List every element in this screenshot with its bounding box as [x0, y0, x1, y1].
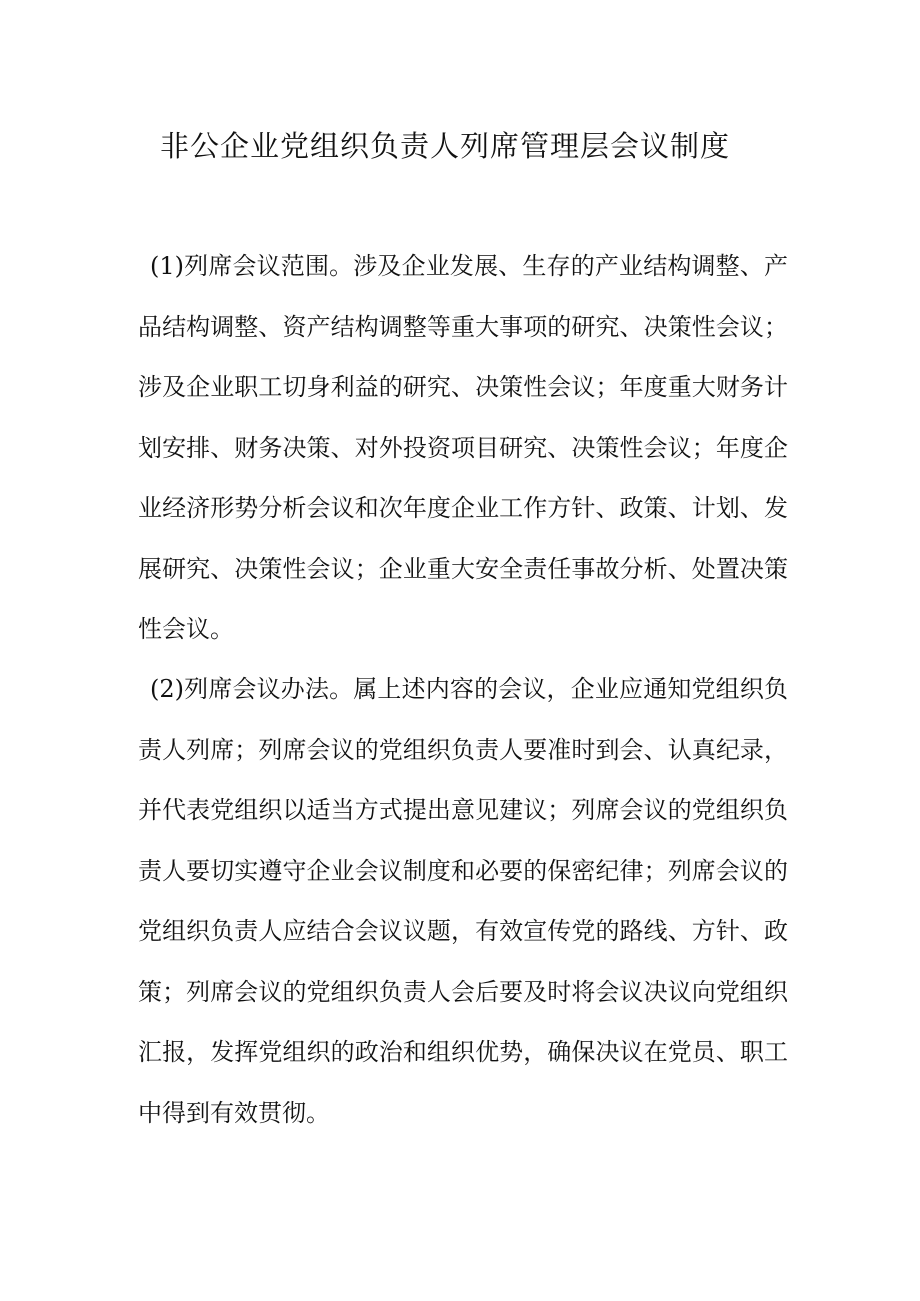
paragraph-attendance-scope: (1)列席会议范围。涉及企业发展、生存的产业结构调整、产品结构调整、资产结构调整等重大事项的研究、决策性会议；涉及企业职工切身利益的研究、决策性会议；年度重大财务计划安排、财务决策、对外投资项目研究、决策性会议；年度企业经济形势分析会议和次年度企业工作方针、政策、计划、发展研究、决策性会议；企业重大安全责任事故分析、处置决策性会议。	[138, 252, 788, 643]
document-title: 非公企业党组织负责人列席管理层会议制度	[159, 129, 730, 163]
paragraph-attendance-method: (2)列席会议办法。属上述内容的会议，企业应通知党组织负责人列席；列席会议的党组织负责人要准时到会、认真纪录，并代表党组织以适当方式提出意见建议；列席会议的党组织负责人要切实遵守企业会议制度和必要的保密纪律；列席会议的党组织负责人应结合会议议题，有效宣传党的路线、方针、政策；列席会议的党组织负责人会后要及时将会议决议向党组织汇报，发挥党组织的政治和组织优势，确保决议在党员、职工中得到有效贯彻。	[138, 675, 788, 1127]
